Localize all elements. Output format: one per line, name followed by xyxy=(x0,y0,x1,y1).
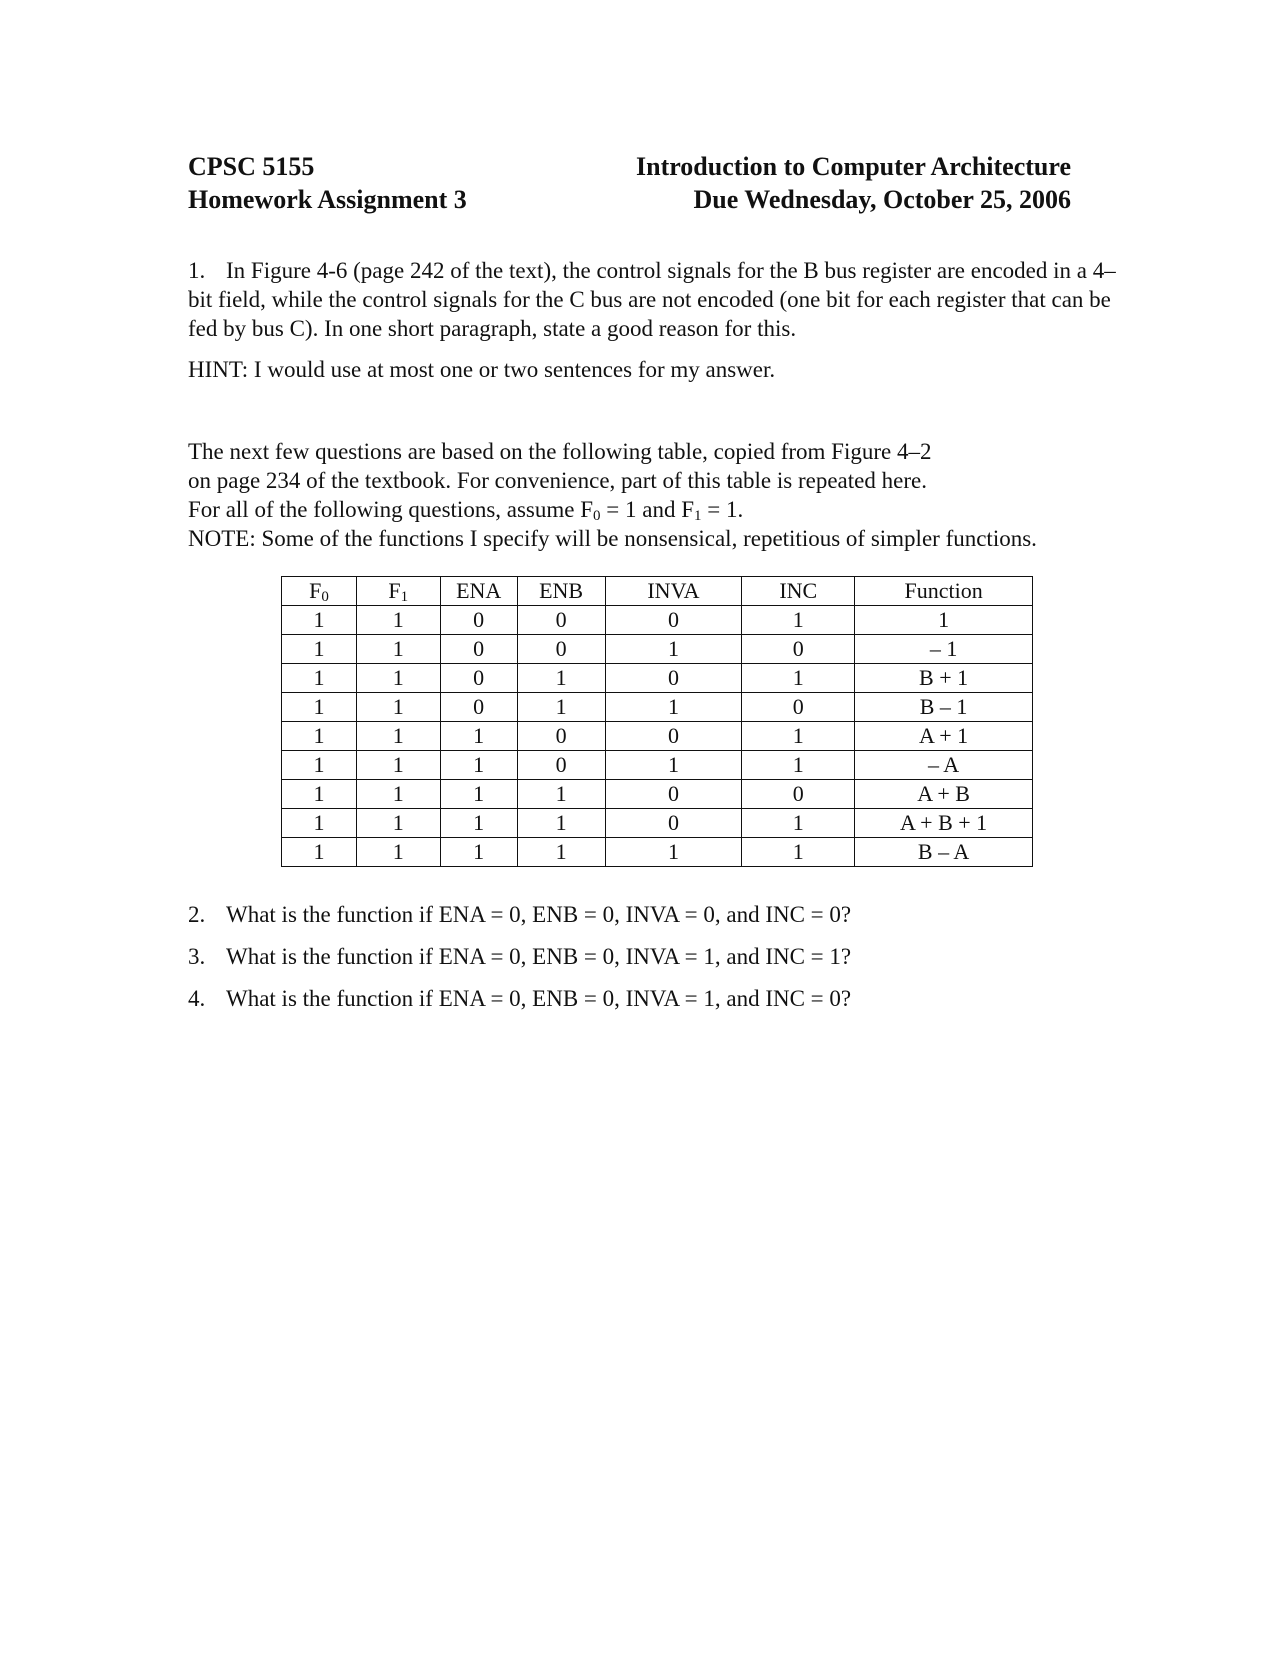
table-intro xyxy=(188,437,1128,553)
table-cell: 1 xyxy=(356,722,440,751)
alu-function-table xyxy=(281,576,1033,867)
table-cell: 0 xyxy=(605,606,742,635)
table-row xyxy=(282,664,1033,693)
table-body xyxy=(282,606,1033,867)
table-cell: 0 xyxy=(605,722,742,751)
table-cell: B – 1 xyxy=(855,693,1033,722)
table-cell: 1 xyxy=(356,751,440,780)
table-row xyxy=(282,780,1033,809)
header-row-2 xyxy=(188,183,1071,216)
course-title: Introduction to Computer Architecture xyxy=(636,152,1071,181)
table-cell: 1 xyxy=(605,838,742,867)
table-cell: 1 xyxy=(356,809,440,838)
table-cell: 1 xyxy=(742,664,855,693)
table-cell: 1 xyxy=(356,693,440,722)
question-1-number: 1. xyxy=(188,258,206,283)
question-number: 4. xyxy=(188,986,206,1011)
question-item xyxy=(188,984,851,1026)
hint-text: HINT: I would use at most one or two sentences for my answer. xyxy=(188,357,776,382)
column-header-function: Function xyxy=(855,577,1033,606)
table-cell: 1 xyxy=(282,722,357,751)
table-cell: 0 xyxy=(440,635,517,664)
table-cell: 0 xyxy=(517,635,605,664)
question-text: What is the function if ENA = 0, ENB = 0, INVA = 1, and INC = 0? xyxy=(226,986,852,1011)
due-date: Due Wednesday, October 25, 2006 xyxy=(693,185,1071,214)
column-header-enb: ENB xyxy=(517,577,605,606)
table-cell: 1 xyxy=(356,635,440,664)
table-cell: 1 xyxy=(440,838,517,867)
column-header-ena: ENA xyxy=(440,577,517,606)
table-cell: 1 xyxy=(517,693,605,722)
table-cell: B + 1 xyxy=(855,664,1033,693)
table-cell: 0 xyxy=(605,780,742,809)
course-code: CPSC 5155 xyxy=(188,152,315,181)
table-cell: – 1 xyxy=(855,635,1033,664)
document-header xyxy=(188,150,1071,216)
table-header-row xyxy=(282,577,1033,606)
table-cell: 1 xyxy=(356,664,440,693)
table-cell: 1 xyxy=(282,751,357,780)
table-cell: 0 xyxy=(605,664,742,693)
column-header-inva: INVA xyxy=(605,577,742,606)
table-cell: 0 xyxy=(440,664,517,693)
table-cell: A + B xyxy=(855,780,1033,809)
table-cell: 1 xyxy=(282,838,357,867)
table-row xyxy=(282,722,1033,751)
table-row xyxy=(282,693,1033,722)
table-cell: 0 xyxy=(742,693,855,722)
table-cell: – A xyxy=(855,751,1033,780)
table-cell: 0 xyxy=(605,809,742,838)
table-cell: 1 xyxy=(742,809,855,838)
table-row xyxy=(282,751,1033,780)
table-cell: 1 xyxy=(605,635,742,664)
table-cell: 1 xyxy=(356,838,440,867)
table-cell: 0 xyxy=(440,606,517,635)
question-item xyxy=(188,942,851,984)
table-cell: 1 xyxy=(742,722,855,751)
table-cell: 1 xyxy=(855,606,1033,635)
table-cell: 1 xyxy=(517,838,605,867)
table-cell: 1 xyxy=(440,722,517,751)
table-cell: 0 xyxy=(517,606,605,635)
question-list xyxy=(188,900,851,1026)
intro-line-4: NOTE: Some of the functions I specify will be nonsensical, repetitious of simpler functions. xyxy=(188,526,1037,551)
question-text: What is the function if ENA = 0, ENB = 0, INVA = 1, and INC = 1? xyxy=(226,944,852,969)
table-row xyxy=(282,606,1033,635)
table-cell: 1 xyxy=(605,751,742,780)
table-cell: 1 xyxy=(282,606,357,635)
table-row xyxy=(282,838,1033,867)
table-cell: 1 xyxy=(517,664,605,693)
table-cell: 1 xyxy=(742,751,855,780)
table-cell: 1 xyxy=(356,606,440,635)
table-cell: 0 xyxy=(517,722,605,751)
header-row-1 xyxy=(188,150,1071,183)
table-cell: 1 xyxy=(517,809,605,838)
intro-line-3: For all of the following questions, assume $F_0 = 1$ and $F_1 = 1$. xyxy=(188,497,744,524)
assignment-title: Homework Assignment 3 xyxy=(188,185,467,214)
table-cell: 1 xyxy=(605,693,742,722)
question-text: What is the function if ENA = 0, ENB = 0, INVA = 0, and INC = 0? xyxy=(226,902,852,927)
question-item xyxy=(188,900,851,942)
table-cell: 1 xyxy=(742,606,855,635)
table-cell: 1 xyxy=(282,664,357,693)
question-1-text: In Figure 4-6 (page 242 of the text), the control signals for the B bus register are encoded in a 4–bit field, while the control signals for the C bus are not encoded (one bit for each register that can be fed by bus C). In one short paragraph, state a good reason for this. xyxy=(188,258,1116,341)
table-cell: B – A xyxy=(855,838,1033,867)
question-1 xyxy=(188,256,1128,343)
table-cell: 1 xyxy=(440,780,517,809)
table-cell: 1 xyxy=(282,693,357,722)
table-cell: 0 xyxy=(742,780,855,809)
column-header-f1: $F_1$ xyxy=(356,577,440,606)
table-row xyxy=(282,809,1033,838)
table-cell: 1 xyxy=(282,780,357,809)
table-cell: 1 xyxy=(282,809,357,838)
table-cell: 1 xyxy=(356,780,440,809)
column-header-inc: INC xyxy=(742,577,855,606)
intro-line-1: The next few questions are based on the following table, copied from Figure 4–2 xyxy=(188,439,932,464)
table-cell: 1 xyxy=(742,838,855,867)
table-cell: 0 xyxy=(440,693,517,722)
table-cell: 0 xyxy=(517,751,605,780)
table-cell: A + B + 1 xyxy=(855,809,1033,838)
column-header-f0: $F_0$ xyxy=(282,577,357,606)
table-row xyxy=(282,635,1033,664)
table-cell: 1 xyxy=(440,809,517,838)
question-number: 2. xyxy=(188,902,206,927)
table-cell: 1 xyxy=(517,780,605,809)
table-cell: A + 1 xyxy=(855,722,1033,751)
question-number: 3. xyxy=(188,944,206,969)
table-cell: 1 xyxy=(440,751,517,780)
intro-line-2: on page 234 of the textbook. For convenience, part of this table is repeated here. xyxy=(188,468,927,493)
table-cell: 1 xyxy=(282,635,357,664)
table-cell: 0 xyxy=(742,635,855,664)
